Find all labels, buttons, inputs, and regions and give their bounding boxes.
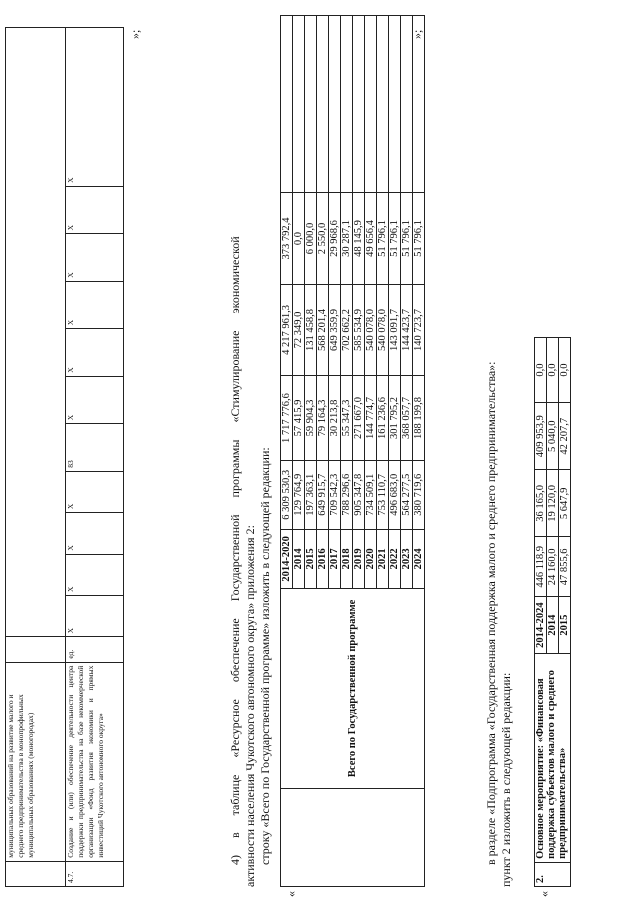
unit-cell: ед.: [66, 637, 124, 662]
year-cell: 2017: [329, 529, 341, 588]
amount-cell: 24 160,0: [547, 537, 559, 597]
year-cell: 2016: [317, 529, 329, 588]
table-cell: X: [66, 554, 124, 595]
amount-cell: 29 968,6: [329, 193, 341, 284]
amount-cell: 42 207,7: [559, 403, 571, 470]
paragraph-4-line3: строку «Всего по Государственной программе» изложить в следующей редакции:: [258, 447, 272, 865]
amount-cell: 59 904,3: [305, 376, 317, 461]
table-cell: X: [66, 513, 124, 554]
paragraph-4-line1: 4) в таблице «Ресурсное обеспечение Государственной программы «Стимулирование экономической: [228, 236, 242, 865]
amount-cell: 140 723,7: [413, 284, 425, 375]
amount-cell: 585 534,9: [353, 284, 365, 375]
amount-cell: 788 296,6: [341, 460, 353, 529]
year-cell: 2014-2024: [535, 597, 547, 654]
row-label: Основное мероприятие: «Финансовая поддержка субъектов малого и среднего предпринимательства»: [535, 653, 571, 862]
amount-cell: 5 647,9: [559, 470, 571, 537]
paragraph-5-line1: в разделе «Подпрограмма «Государственная поддержка малого и среднего предпринимательства»:: [484, 361, 498, 865]
table-row: [6, 28, 66, 887]
amount-cell: 36 165,0: [535, 470, 547, 537]
amount-cell: 2 550,0: [317, 193, 329, 284]
amount-cell: 0,0: [293, 193, 305, 284]
amount-cell: 72 349,0: [293, 284, 305, 375]
amount-cell: 30 213,8: [329, 376, 341, 461]
amount-cell: 51 796,1: [401, 193, 413, 284]
year-cell: 2015: [305, 529, 317, 588]
amount-cell: 161 236,6: [377, 376, 389, 461]
amount-cell: 19 120,0: [547, 470, 559, 537]
measures-table: [5, 27, 124, 887]
table-cell: муниципальных образований на развитие малого и среднего предпринимательства в монопрофильных муниципальных образованиях (моногородах): [6, 662, 66, 861]
amount-cell: 6 000,0: [305, 193, 317, 284]
amount-cell: 188 199,8: [413, 376, 425, 461]
year-cell: 2014: [547, 597, 559, 654]
amount-cell: 1 717 776,6: [281, 376, 293, 461]
amount-cell: 540 078,0: [365, 284, 377, 375]
amount-cell: 0,0: [535, 338, 547, 403]
amount-cell: 373 792,4: [281, 193, 293, 284]
year-cell: 2022: [389, 529, 401, 588]
closing-quote: »;: [410, 29, 424, 39]
amount-cell: 301 795,2: [389, 376, 401, 461]
amount-cell: 6 309 530,3: [281, 460, 293, 529]
year-cell: 2019: [353, 529, 365, 588]
table-cell: X: [66, 186, 124, 233]
year-cell: 2020: [365, 529, 377, 588]
amount-cell: 753 110,7: [377, 460, 389, 529]
row-label: Всего по Государственной программе: [281, 588, 425, 788]
amount-cell: 57 415,9: [293, 376, 305, 461]
amount-cell: 49 656,4: [365, 193, 377, 284]
table-cell: X: [66, 329, 124, 376]
amount-cell: 144 774,7: [365, 376, 377, 461]
amount-cell: 0,0: [559, 338, 571, 403]
amount-cell: 409 953,9: [535, 403, 547, 470]
amount-cell: 564 277,5: [401, 460, 413, 529]
amount-cell: 905 347,8: [353, 460, 365, 529]
amount-cell: 30 287,1: [341, 193, 353, 284]
amount-cell: 709 542,3: [329, 460, 341, 529]
year-cell: 2021: [377, 529, 389, 588]
amount-cell: 51 796,1: [389, 193, 401, 284]
paragraph-4-line2: активности населения Чукотского автономного округа» приложения 2:: [243, 525, 257, 887]
table-cell: X: [66, 596, 124, 637]
row-number: 4.7.: [66, 861, 124, 886]
amount-cell: 129 764,9: [293, 460, 305, 529]
table-cell: X: [66, 234, 124, 281]
opening-quote: «: [537, 891, 551, 897]
table-cell: Создание и (или) обеспечение деятельности центра поддержки предпринимательства на базе некоммерческой организации «Фонд развития экономики и прямых инвестиций Чукотского автономного округа»: [66, 662, 124, 861]
year-cell: 2014: [293, 529, 305, 588]
table-row: [281, 16, 293, 887]
amount-cell: 197 363,1: [305, 460, 317, 529]
paragraph-5-line2: пункт 2 изложить в следующей редакции:: [499, 672, 513, 887]
amount-cell: 568 201,4: [317, 284, 329, 375]
year-cell: 2024: [413, 529, 425, 588]
amount-cell: 649 359,9: [329, 284, 341, 375]
opening-quote: «: [284, 891, 298, 897]
amount-cell: 446 118,9: [535, 537, 547, 597]
amount-cell: 368 057,7: [401, 376, 413, 461]
amount-cell: 540 078,0: [377, 284, 389, 375]
amount-cell: 143 091,7: [389, 284, 401, 375]
closing-quote: »;: [128, 29, 142, 39]
program-total-table: [280, 15, 425, 887]
year-cell: 2014-2020: [281, 529, 293, 588]
amount-cell: 702 662,2: [341, 284, 353, 375]
amount-cell: 79 164,3: [317, 376, 329, 461]
amount-cell: 51 796,1: [377, 193, 389, 284]
table-row: [66, 28, 124, 887]
amount-cell: 131 458,8: [305, 284, 317, 375]
table-cell: 83: [66, 424, 124, 471]
amount-cell: 271 667,0: [353, 376, 365, 461]
table-cell: X: [66, 281, 124, 328]
amount-cell: 496 683,0: [389, 460, 401, 529]
amount-cell: 0,0: [547, 338, 559, 403]
table-cell: X: [66, 376, 124, 423]
row-number: 2.: [535, 862, 571, 886]
year-cell: 2023: [401, 529, 413, 588]
amount-cell: 734 509,1: [365, 460, 377, 529]
table-row: [535, 338, 547, 887]
amount-cell: 649 915,7: [317, 460, 329, 529]
amount-cell: 47 855,6: [559, 537, 571, 597]
amount-cell: 144 423,7: [401, 284, 413, 375]
subprogram-table: [534, 337, 571, 887]
year-cell: 2015: [559, 597, 571, 654]
amount-cell: 48 145,9: [353, 193, 365, 284]
amount-cell: 55 347,3: [341, 376, 353, 461]
amount-cell: 4 217 961,3: [281, 284, 293, 375]
amount-cell: 5 040,0: [547, 403, 559, 470]
table-cell: X: [66, 28, 124, 187]
amount-cell: 380 719,6: [413, 460, 425, 529]
year-cell: 2018: [341, 529, 353, 588]
table-cell: X: [66, 471, 124, 512]
amount-cell: 51 796,1: [413, 193, 425, 284]
